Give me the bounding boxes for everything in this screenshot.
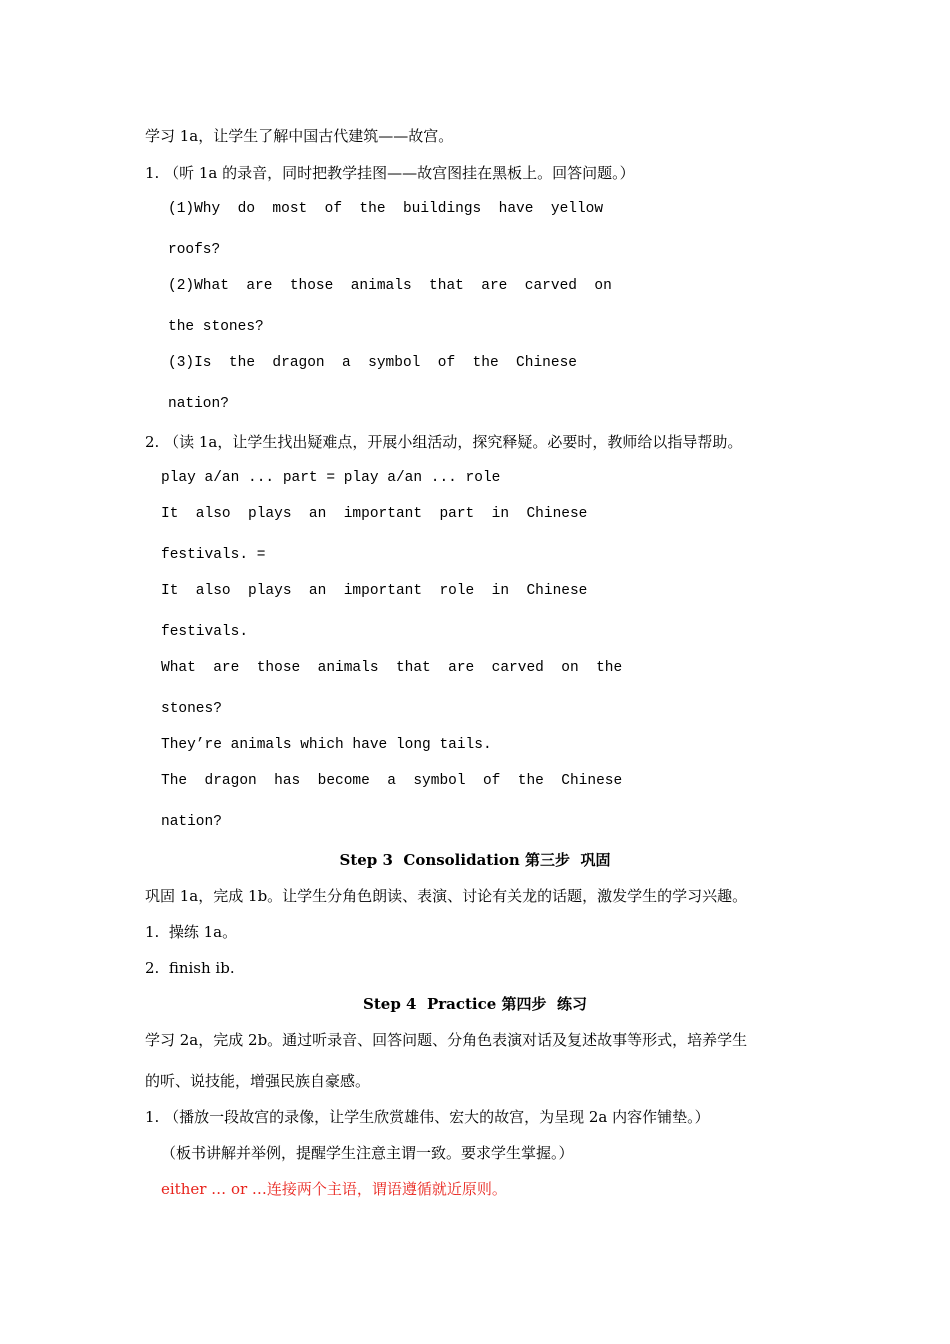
example-3-line-2: stones? — [161, 701, 222, 717]
question-1-line-1: (1)Why do most of the buildings have yellow — [168, 201, 604, 217]
phrase-line: play a/an ... part = play a/an ... role — [161, 470, 501, 486]
question-2-line-2: the stones? — [168, 319, 264, 335]
question-2-line-1: (2)What are those animals that are carved on — [168, 278, 612, 294]
step-4-intro-line-1: 学习 2a，完成 2b。通过听录音、回答问题、分角色表演对话及复述故事等形式，培养学生 — [145, 1031, 748, 1049]
step-3-intro: 巩固 1a，完成 1b。让学生分角色朗读、表演、讨论有关龙的话题，激发学生的学习兴趣。 — [145, 887, 748, 905]
item-1-instruction: 1. （听 1a 的录音，同时把教学挂图——故宫图挂在黑板上。回答问题。） — [145, 164, 635, 182]
step-4-note: （板书讲解并举例，提醒学生注意主谓一致。要求学生掌握。） — [161, 1144, 574, 1162]
grammar-rule: either … or …连接两个主语，谓语遵循就近原则。 — [161, 1180, 507, 1198]
step-3-heading: Step 3 Consolidation 第三步 巩固 — [339, 851, 611, 869]
example-4-line: They’re animals which have long tails. — [161, 737, 492, 753]
question-1-line-2: roofs? — [168, 242, 221, 258]
example-2-line-2: festivals. — [161, 624, 249, 640]
step-3-item-2: 2. finish ib. — [145, 959, 235, 977]
example-1-line-2: festivals. = — [161, 547, 266, 563]
example-1-line-1: It also plays an important part in Chinese — [161, 506, 588, 522]
example-2-line-1: It also plays an important role in Chinese — [161, 583, 588, 599]
example-5-line-1: The dragon has become a symbol of the Chinese — [161, 773, 623, 789]
question-3-line-1: (3)Is the dragon a symbol of the Chinese — [168, 355, 577, 371]
example-3-line-1: What are those animals that are carved on the — [161, 660, 623, 676]
example-5-line-2: nation? — [161, 814, 222, 830]
step-4-item-1: 1. （播放一段故宫的录像，让学生欣赏雄伟、宏大的故宫，为呈现 2a 内容作铺垫。） — [145, 1108, 710, 1126]
step-4-heading: Step 4 Practice 第四步 练习 — [363, 995, 587, 1013]
intro-line: 学习 1a，让学生了解中国古代建筑——故宫。 — [145, 127, 454, 145]
step-3-item-1: 1. 操练 1a。 — [145, 923, 238, 941]
question-3-line-2: nation? — [168, 396, 229, 412]
step-4-intro-line-2: 的听、说技能，增强民族自豪感。 — [145, 1072, 371, 1090]
item-2-instruction: 2. （读 1a，让学生找出疑难点，开展小组活动，探究释疑。必要时，教师给以指导帮助。 — [145, 433, 743, 451]
